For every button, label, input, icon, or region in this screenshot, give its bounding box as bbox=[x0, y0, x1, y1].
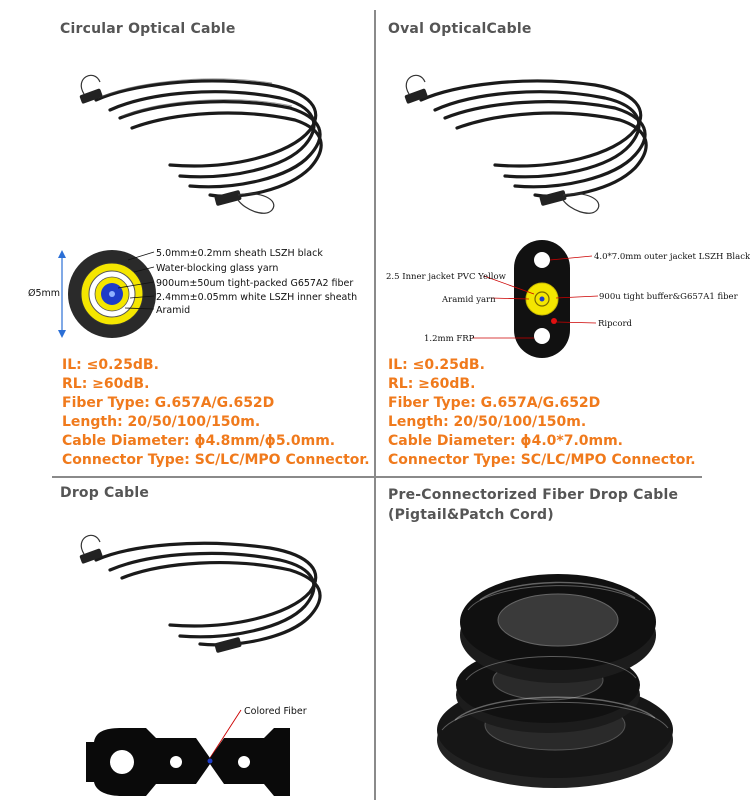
circular-diameter-label: Ø5mm bbox=[28, 288, 61, 299]
preconnectorized-title-line2: (Pigtail&Patch Cord) bbox=[388, 507, 554, 523]
drop-cable-title: Drop Cable bbox=[60, 485, 150, 501]
circular-label-yarn: Water-blocking glass yarn bbox=[156, 263, 279, 274]
circular-spec-diameter: Cable Diameter: ϕ4.8mm/ϕ5.0mm. bbox=[62, 433, 336, 449]
preconnectorized-title-line1: Pre-Connectorized Fiber Drop Cable bbox=[388, 487, 679, 503]
drop-cable-cross-section bbox=[86, 700, 366, 800]
oval-spec-rl: RL: ≥60dB. bbox=[388, 376, 476, 392]
colored-fiber-label: Colored Fiber bbox=[244, 706, 307, 717]
circular-cable-cross-section bbox=[22, 240, 367, 350]
cable-coils-photo bbox=[430, 540, 680, 795]
circular-specs bbox=[62, 356, 370, 470]
oval-cable-title: Oval OpticalCable bbox=[388, 21, 532, 37]
circular-label-inner-sheath: 2.4mm±0.05mm white LSZH inner sheath bbox=[156, 292, 358, 303]
circular-spec-connector: Connector Type: SC/LC/MPO Connector. bbox=[62, 452, 370, 468]
circular-spec-rl: RL: ≥60dB. bbox=[62, 376, 150, 392]
circular-cable-title: Circular Optical Cable bbox=[60, 21, 236, 37]
oval-label-ripcord: Ripcord bbox=[598, 319, 632, 329]
oval-spec-connector: Connector Type: SC/LC/MPO Connector. bbox=[388, 452, 696, 468]
oval-cable-cross-section bbox=[384, 236, 750, 361]
circular-label-aramid: Aramid bbox=[156, 305, 191, 316]
preconnectorized-title bbox=[388, 485, 678, 525]
oval-label-outer: 4.0*7.0mm outer jacket LSZH Black bbox=[594, 252, 750, 262]
circular-spec-length: Length: 20/50/100/150m. bbox=[62, 414, 261, 430]
circular-cable-photo bbox=[60, 50, 350, 230]
oval-cable-photo bbox=[385, 50, 675, 230]
oval-label-frp: 1.2mm FRP bbox=[424, 334, 475, 344]
oval-spec-diameter: Cable Diameter: ϕ4.0*7.0mm. bbox=[388, 433, 623, 449]
circular-label-fiber: 900um±50um tight-packed G657A2 fiber bbox=[156, 278, 354, 289]
oval-spec-length: Length: 20/50/100/150m. bbox=[388, 414, 587, 430]
oval-spec-fiber-type: Fiber Type: G.657A/G.652D bbox=[388, 395, 601, 411]
circular-spec-fiber-type: Fiber Type: G.657A/G.652D bbox=[62, 395, 275, 411]
oval-label-buffer: 900u tight buffer&G657A1 fiber bbox=[599, 292, 738, 302]
circular-spec-il: IL: ≤0.25dB. bbox=[62, 357, 159, 373]
circular-label-sheath: 5.0mm±0.2mm sheath LSZH black bbox=[156, 248, 323, 259]
oval-specs bbox=[388, 356, 696, 470]
oval-label-inner: 2.5 Inner jacket PVC Yellow bbox=[386, 272, 506, 282]
oval-label-aramid: Aramid yarn bbox=[442, 295, 496, 305]
horizontal-divider bbox=[52, 476, 702, 478]
oval-spec-il: IL: ≤0.25dB. bbox=[388, 357, 485, 373]
drop-cable-photo bbox=[60, 520, 350, 680]
vertical-divider bbox=[374, 10, 376, 800]
